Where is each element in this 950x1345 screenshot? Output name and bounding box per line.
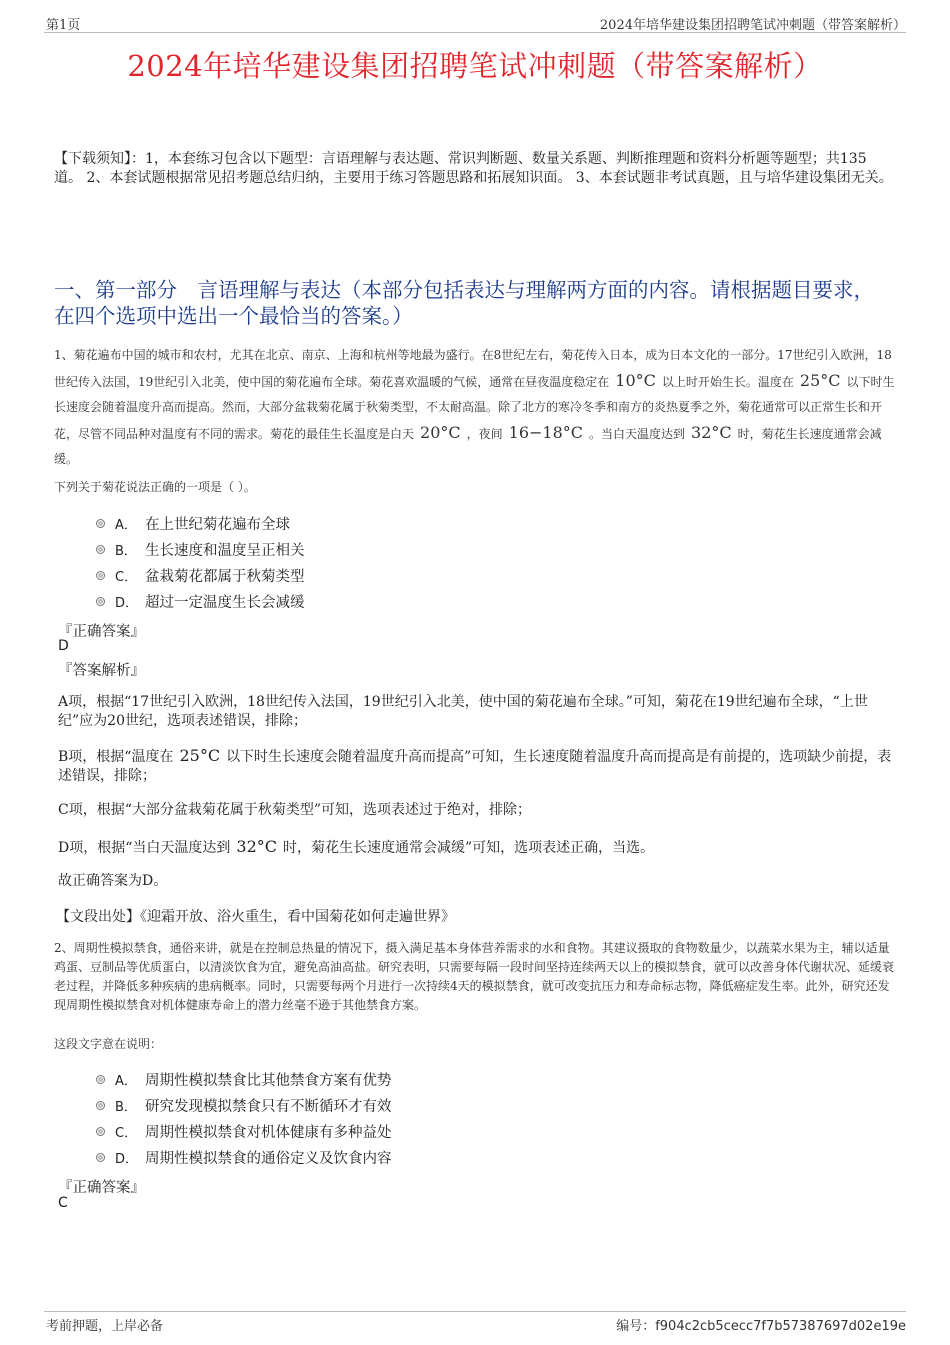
q1-answer-label: 『正确答案』	[58, 624, 145, 640]
q1-explanation-d-math: 32°C	[236, 837, 277, 856]
page-title: 2024年培华建设集团招聘笔试冲刺题（带答案解析）	[127, 49, 823, 83]
q1-explanation-b-math: 25°C	[179, 746, 221, 765]
radio-icon[interactable]	[96, 571, 105, 580]
q1-source: 【文段出处】《迎霜开放、浴火重生，看中国菊花如何走遍世界》	[56, 909, 455, 925]
question-2-passage: 2、周期性模拟禁食，通俗来讲，就是在控制总热量的情况下，摄入满足基本身体营养需求的水和食物。其建议摄取的食物数量少，以蔬菜水果为主，辅以适量鸡蛋、豆制品等优质蛋白，以清淡饮食为宜，避免高油高盐。研究表明，只需要每隔一段时间坚持连续两天以上的模拟禁食，就可以改善身体代谢状况、延缓衰老过程，并降低多种疾病的患病概率。同时，只需要每两个月进行一次持续4天的模拟禁食，就可改变抗压力和寿命标志物，降低癌症发生率。此外，研究还发现周期性模拟禁食对机体健康寿命上的潜力丝毫不逊于其他禁食方案。	[54, 941, 895, 1012]
radio-icon[interactable]	[96, 1153, 105, 1162]
footer-slogan: 考前押题，上岸必备	[46, 1319, 164, 1334]
q1-option-d[interactable]: D． 超过一定温度生长会减缓	[96, 591, 305, 612]
q1-text-1: 1、菊花遍布中国的城市和农村，尤其在北京、南京、上海和杭州等地最为盛行。在8世纪左右，菊花传入日本，成为日本文化的一部分。17世纪引入欧洲，18世纪传入法国，19世纪引入北美，使中国的菊花遍布全球。菊花喜欢温暖的气候，通常在昼夜温度稳定在	[54, 348, 892, 389]
radio-icon[interactable]	[96, 519, 105, 528]
question-1-prompt: 下列关于菊花说法正确的一项是（ ）。	[54, 480, 256, 494]
q2-option-a[interactable]: A． 周期性模拟禁食比其他禁食方案有优势	[96, 1069, 392, 1090]
q2-option-d[interactable]: D． 周期性模拟禁食的通俗定义及饮食内容	[96, 1147, 392, 1168]
q1-text-2: 以上时开始生长。温度在	[661, 375, 794, 389]
radio-icon[interactable]	[96, 1101, 105, 1110]
q2-option-c[interactable]: C． 周期性模拟禁食对机体健康有多种益处	[96, 1121, 392, 1142]
q1-text-4: ，夜间	[466, 427, 503, 441]
radio-icon[interactable]	[96, 1075, 105, 1084]
q1-analysis-label: 『答案解析』	[58, 663, 145, 679]
question-2-prompt: 这段文字意在说明：	[54, 1037, 163, 1051]
q1-math-5: 32°C	[691, 423, 732, 442]
radio-icon[interactable]	[96, 1127, 105, 1136]
q1-conclusion: 故正确答案为D。	[58, 873, 168, 889]
footer-code-value: f904c2cb5cecc7f7b57387697d02e19e	[655, 1319, 906, 1334]
q1-text-3: 以下时生长速度会随着温度升高而提高。然而，大部分盆栽菊花属于秋菊类型，不太耐高温。除了北方的寒冷冬季和南方的炎热夏季之外，菊花通常可以正常生长和开花，尽管不同品种对温度有不同的需求。菊花的最佳生长温度是白天	[54, 375, 895, 441]
page-number: 第1页	[46, 18, 81, 33]
q1-math-1: 10°C	[615, 371, 656, 390]
radio-icon[interactable]	[96, 545, 105, 554]
q1-option-b[interactable]: B． 生长速度和温度呈正相关	[96, 539, 305, 560]
q1-math-3: 20°C	[420, 423, 461, 442]
q1-option-c[interactable]: C． 盆栽菊花都属于秋菊类型	[96, 565, 305, 586]
q1-explanation-d: D项，根据“当白天温度达到 32°C 时，菊花生长速度通常会减缓”可知，选项表述正确，当选。	[58, 837, 655, 856]
q1-explanation-b: B项，根据“温度在 25°C 以下时生长速度会随着温度升高而提高”可知，生长速度随着温度升高而提高是有前提的，选项缺少前提，表述错误，排除；	[58, 746, 892, 784]
q1-answer: D	[58, 638, 69, 654]
q1-option-a[interactable]: A． 在上世纪菊花遍布全球	[96, 513, 290, 534]
radio-icon[interactable]	[96, 597, 105, 606]
header-divider	[44, 32, 906, 33]
footer-code	[616, 1315, 906, 1334]
q1-math-4: 16−18°C	[508, 423, 584, 442]
q1-explanation-a: A项，根据“17世纪引入欧洲，18世纪传入法国，19世纪引入北美，使中国的菊花遍布全球。”可知，菊花在19世纪遍布全球，“上世纪”应为20世纪，选项表述错误，排除；	[58, 694, 868, 729]
footer-divider	[44, 1311, 906, 1312]
question-1-passage	[54, 343, 898, 472]
download-notice: 【下载须知】：1，本套练习包含以下题型：言语理解与表达题、常识判断题、数量关系题、判断推理题和资料分析题等题型；共135道。 2、本套试题根据常见招考题总结归纳，主要用于练习答题思路和拓展知识面。 3、本套试题非考试真题，且与培华建设集团无关。	[54, 151, 893, 186]
q1-explanation-c: C项，根据“大部分盆栽菊花属于秋菊类型”可知，选项表述过于绝对，排除；	[58, 802, 532, 818]
q2-answer: C	[58, 1195, 68, 1211]
q1-math-2: 25°C	[799, 371, 841, 390]
footer-code-label: 编号：	[616, 1319, 656, 1334]
q2-option-b[interactable]: B． 研究发现模拟禁食只有不断循环才有效	[96, 1095, 392, 1116]
q1-text-5: 。当白天温度达到	[589, 427, 686, 441]
q2-answer-label: 『正确答案』	[58, 1180, 145, 1196]
header-doc-title: 2024年培华建设集团招聘笔试冲刺题（带答案解析）	[599, 18, 906, 33]
section-heading: 一、第一部分 言语理解与表达（本部分包括表达与理解两方面的内容。请根据题目要求，在四个选项中选出一个最恰当的答案。）	[54, 278, 874, 328]
q1-text-6: 时，菊花生长速度通常会减缓。	[54, 427, 882, 466]
